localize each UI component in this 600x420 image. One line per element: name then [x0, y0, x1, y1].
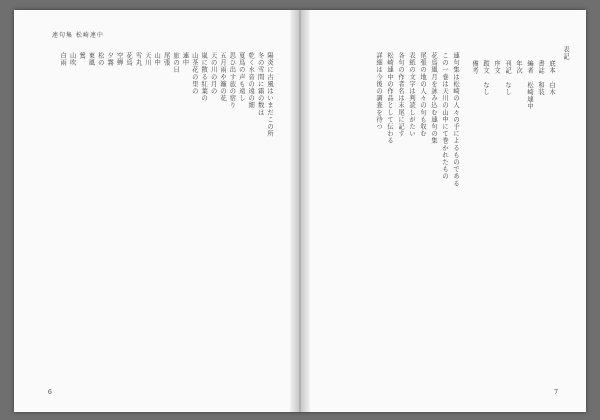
verse-column: 尾張 [162, 52, 170, 67]
verse-column: 雪丸 [134, 52, 142, 67]
note-entry: 書誌 和装 [537, 60, 544, 96]
verse-column: 思ひ出す旅の宿り [228, 52, 236, 109]
verse-column: 夕霧 [106, 52, 114, 67]
verse-column: 空蝉 [115, 52, 123, 67]
verse-column: 山中 [153, 52, 161, 67]
verse-column: 陽炎に古風はいまだこの所 [266, 52, 273, 138]
commentary-column: 表紙の文字は判読しがたい [408, 52, 415, 138]
verse-column: 天の川の月の [209, 52, 217, 95]
commentary-column: 詳細は今後の調査を待つ [375, 52, 382, 131]
verse-column: 冬の雪間に霜の数は [256, 52, 264, 116]
running-header: 連句集 松崎連中 [52, 32, 104, 39]
verse-column: 花鳥 [125, 52, 132, 67]
verse-column: 嵐に散る紅葉の [200, 52, 208, 102]
open-book [14, 10, 586, 412]
note-entry: 編者 松崎連中 [526, 60, 533, 110]
note-entry: 底本 白木 [548, 60, 555, 96]
verse-column: 山茶花の里の [190, 52, 198, 95]
verse-column: 鶯 [78, 52, 85, 60]
verse-column: 五月雨や籬の花 [219, 52, 226, 102]
right-page [310, 10, 586, 412]
note-entry: 序文 [493, 60, 500, 82]
verse-column: 連中 [181, 52, 189, 67]
note-entry: 年次 [515, 60, 522, 82]
commentary-column: 松崎連中の作品として伝わる [386, 52, 393, 145]
commentary-column: 尾張の地の人々の句も収む [419, 52, 426, 138]
book-gutter [290, 10, 310, 412]
verse-column: 白雨 [59, 52, 67, 67]
left-page [14, 10, 290, 412]
verse-column: 旅の日 [172, 52, 179, 74]
commentary-column: この一巻は天川の山中にて巻かれたもの [441, 52, 448, 180]
page-number-left: 6 [48, 389, 52, 396]
verse-column: 山吹 [68, 52, 76, 67]
notes-title: 表記 [562, 46, 569, 61]
commentary-column: 連句集は松崎の人々の手によるものである [452, 52, 459, 187]
verse-column: 東風 [87, 52, 95, 67]
page-number-right: 7 [554, 389, 558, 396]
verse-column: 天川 [143, 52, 151, 67]
note-entry: 刊記 なし [504, 60, 511, 96]
verse-column: 夏鳥の声も遠し [237, 52, 245, 102]
commentary-column: 花鳥風月を詠み込む連句の集 [430, 52, 437, 145]
commentary-column: 各句の作者名は末尾に記す [397, 52, 404, 138]
verse-column: 乾く水音の遠の細 [247, 52, 255, 109]
note-entry: 跋文 なし [482, 60, 489, 96]
verse-column: 松の [96, 52, 104, 67]
note-entry: 備考 [471, 60, 478, 82]
